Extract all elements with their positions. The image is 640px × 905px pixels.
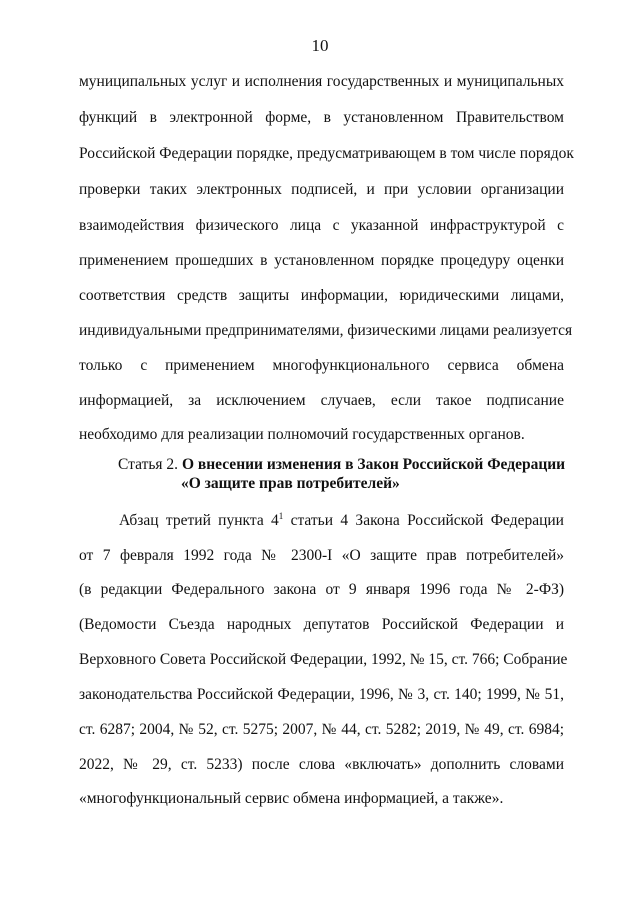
paragraph-line: информацией, за исключением случаев, если такое подписание bbox=[79, 392, 564, 409]
paragraph-line: Верховного Совета Российской Федерации, 1992, № 15, ст. 766; Собрание bbox=[79, 651, 568, 668]
paragraph-line: Российской Федерации порядке, предусматривающем в том числе порядок bbox=[79, 145, 574, 162]
paragraph-line: необходимо для реализации полномочий государственных органов. bbox=[79, 426, 525, 443]
paragraph-line: взаимодействия физического лица с указанной инфраструктурой с bbox=[79, 217, 564, 234]
paragraph-line: от 7 февраля 1992 года № 2300-I «О защите прав потребителей» bbox=[79, 547, 564, 564]
paragraph-line: законодательства Российской Федерации, 1996, № 3, ст. 140; 1999, № 51, bbox=[79, 686, 564, 703]
paragraph-line: 2022, № 29, ст. 5233) после слова «включать» дополнить словами bbox=[79, 756, 564, 773]
paragraph-line: муниципальных услуг и исполнения государственных и муниципальных bbox=[79, 73, 564, 90]
article-number: Статья 2. bbox=[118, 456, 179, 473]
paragraph-line: (Ведомости Съезда народных депутатов Российской Федерации и bbox=[79, 616, 564, 633]
paragraph-line: функций в электронной форме, в установленном Правительством bbox=[79, 109, 564, 126]
paragraph-line: (в редакции Федерального закона от 9 января 1996 года № 2-ФЗ) bbox=[79, 581, 564, 598]
article-title-line2: «О защите прав потребителей» bbox=[181, 475, 400, 492]
paragraph-line: соответствия средств защиты информации, юридическими лицами, bbox=[79, 287, 564, 304]
page-number: 10 bbox=[311, 36, 329, 55]
paragraph-line: применением прошедших в установленном порядке процедуру оценки bbox=[79, 252, 564, 269]
article-heading bbox=[118, 455, 565, 475]
superscript: 1 bbox=[278, 510, 284, 521]
paragraph-line: индивидуальными предпринимателями, физическими лицами реализуется bbox=[79, 322, 573, 339]
text-fragment: Абзац третий пункта 4 bbox=[119, 512, 279, 529]
article-title-line1: О внесении изменения в Закон Российской Федерации bbox=[181, 456, 566, 473]
paragraph-line: ст. 6287; 2004, № 52, ст. 5275; 2007, № 44, ст. 5282; 2019, № 49, ст. 6984; bbox=[79, 721, 564, 738]
text-fragment: статьи 4 Закона Российской Федерации bbox=[283, 512, 564, 529]
paragraph-line: только с применением многофункционального сервиса обмена bbox=[79, 357, 564, 374]
paragraph-line: «многофункциональный сервис обмена информацией, а также». bbox=[79, 790, 504, 807]
paragraph-line: проверки таких электронных подписей, и при условии организации bbox=[79, 181, 564, 198]
paragraph-first-line bbox=[119, 511, 564, 531]
